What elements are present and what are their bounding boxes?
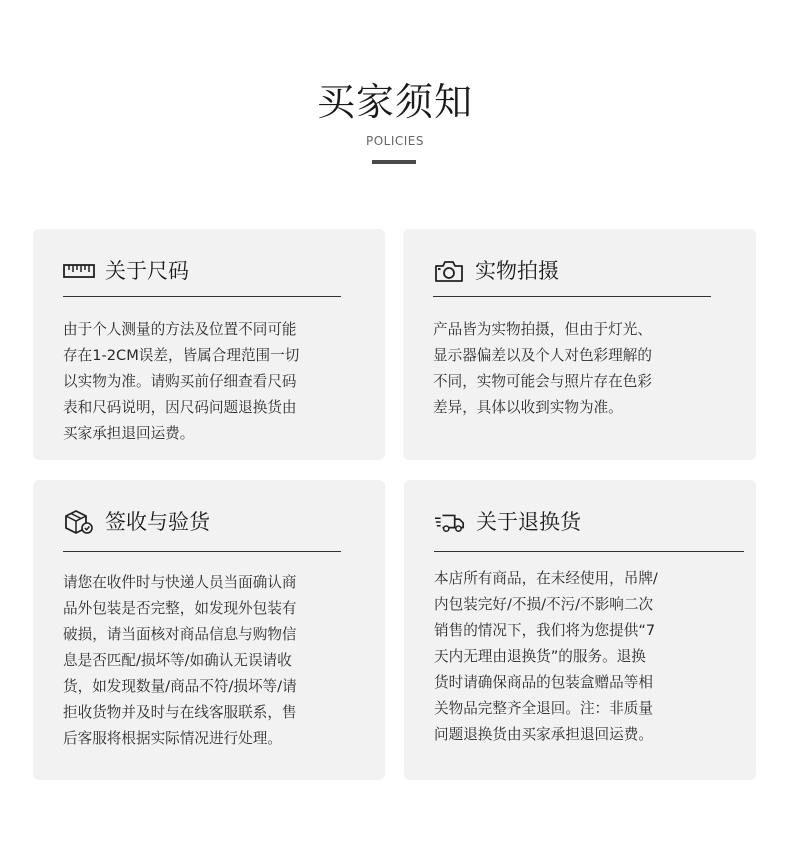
card-line: 以实物为准。请购买前仔细查看尺码 [63, 373, 297, 390]
card-line: 显示器偏差以及个人对色彩理解的 [433, 347, 652, 364]
card-line: 本店所有商品，在未经使用，吊牌/ [434, 570, 658, 587]
package-check-icon [63, 509, 95, 535]
card-line: 内包装完好/不损/不污/不影响二次 [434, 596, 654, 613]
card-line: 破损，请当面核对商品信息与购物信 [63, 626, 297, 643]
card-returns [404, 480, 756, 780]
card-line: 问题退换货由买家承担退回运费。 [434, 726, 653, 743]
card-header [63, 506, 210, 538]
card-header [63, 255, 189, 287]
card-body [434, 566, 658, 748]
card-line: 关物品完整齐全退回。注：非质量 [434, 700, 653, 717]
card-line: 表和尺码说明，因尺码问题退换货由 [63, 399, 297, 416]
card-line: 货时请确保商品的包装盒赠品等相 [434, 674, 653, 691]
page-subtitle: POLICIES [365, 134, 425, 148]
card-line: 货，如发现数量/商品不符/损坏等/请 [63, 678, 297, 695]
card-header [434, 506, 581, 538]
title-divider [372, 160, 416, 164]
card-title: 关于退换货 [476, 510, 581, 534]
card-title: 关于尺码 [105, 259, 189, 283]
card-line: 天内无理由退换货”的服务。退换 [434, 648, 646, 665]
card-divider [63, 551, 341, 552]
card-divider [434, 551, 744, 552]
card-body [63, 317, 299, 447]
card-line: 由于个人测量的方法及位置不同可能 [63, 321, 297, 338]
card-line: 拒收货物并及时与在线客服联系，售 [63, 704, 297, 721]
card-title: 签收与验货 [105, 510, 210, 534]
card-line: 销售的情况下，我们将为您提供“7 [434, 622, 656, 639]
page-title: 买家须知 [316, 80, 473, 124]
camera-icon [433, 258, 465, 284]
card-line: 息是否匹配/损坏等/如确认无误请收 [63, 652, 292, 669]
card-size [33, 229, 385, 460]
card-header [433, 255, 559, 287]
card-title: 实物拍摄 [475, 259, 559, 283]
card-line: 品外包装是否完整，如发现外包装有 [63, 600, 297, 617]
card-line: 请您在收件时与快递人员当面确认商 [63, 574, 297, 591]
card-line: 不同，实物可能会与照片存在色彩 [433, 373, 652, 390]
card-receipt [33, 480, 385, 780]
card-photo [403, 229, 756, 460]
card-line: 差异，具体以收到实物为准。 [433, 399, 623, 416]
card-line: 存在1-2CM误差，皆属合理范围一切 [63, 347, 300, 364]
ruler-icon [63, 258, 95, 284]
card-line: 后客服将根据实际情况进行处理。 [63, 730, 282, 747]
card-body [63, 570, 297, 752]
card-line: 产品皆为实物拍摄，但由于灯光、 [433, 321, 652, 338]
card-line: 买家承担退回运费。 [63, 425, 195, 442]
card-divider [433, 296, 711, 297]
card-body [433, 317, 652, 421]
delivery-truck-icon [434, 509, 466, 535]
card-divider [63, 296, 341, 297]
